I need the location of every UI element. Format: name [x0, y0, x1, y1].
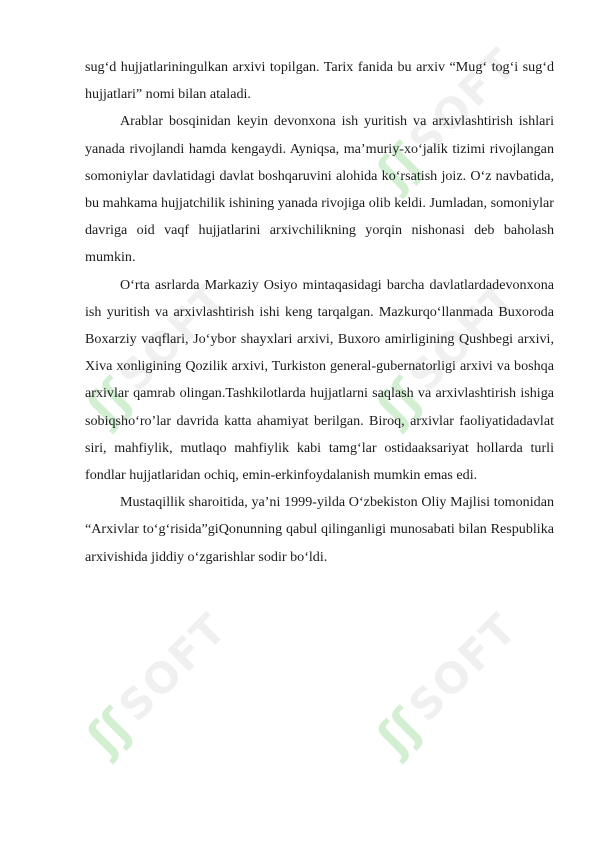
watermark-text: SOFT: [399, 603, 527, 731]
watermark-mark: ʃʃ: [366, 368, 432, 435]
watermark-text: SOFT: [399, 273, 527, 401]
watermark-logo: [366, 603, 527, 765]
watermark-mark: ʃʃ: [76, 698, 142, 765]
paragraph: O‘rta asrlarda Markaziy Osiyo mintaqasidagi barcha davlatlardadevonxona ish yuritish va arxivlashtirish ishi keng tarqalgan. Mazkurqo‘llanmada Buxoroda Boxarziy vaqflari, Jo‘ybor shayxlari arxivi, Buxoro amirligining Qushbegi arxivi, Xiva xonligining Qozilik arxivi, Turkiston general-gubernatorligi arxivi va boshqa arxivlar qamrab olingan.Tashkilotlarda hujjatlarni saqlash va arxivlashtirish ishiga sobiqsho‘ro’lar davrida katta ahamiyat berilgan. Biroq, arxivlar faoliyatidadavlat siri, mahfiylik, mutlaqo mahfiylik kabi tamg‘lar ostidaaksariyat hollarda turli fondlar hujjatlaridan ochiq, emin-erkinfoydalanish mumkin emas edi.: [85, 276, 554, 484]
paragraph: Arablar bosqinidan keyin devonxona ish yuritish va arxivlashtirish ishlari yanada rivojlandi hamda kengaydi. Ayniqsa, ma’muriy-xo‘jalik tizimi rivojlangan somoniylar davlatidagi davlat boshqaruvini alohida ko‘rsatish joiz. O‘z navbatida, bu mahkama hujjatchilik ishining yanada rivojiga olib keldi. Jumladan, somoniylar davriga oid vaqf hujjatlarini arxivchilikning yorqin nishonasi deb baholash mumkin.: [85, 113, 554, 266]
watermark-mark: ʃʃ: [366, 698, 432, 765]
watermark-mark: ʃʃ: [366, 133, 432, 200]
watermark-mark: ʃʃ: [76, 368, 142, 435]
paragraph: sug‘d hujjatlariningulkan arxivi topilgan. Tarix fanida bu arxiv “Mug‘ tog‘i sug‘d hujjatlari” nomi bilan ataladi.: [85, 59, 554, 103]
paragraph: Mustaqillik sharoitida, ya’ni 1999-yilda O‘zbekiston Oliy Majlisi tomonidan “Arxivlar to‘g‘risida”giQonunning qabul qilinganligi munosabati bilan Respublika arxivishida jiddiy o‘zgarishlar sodir bo‘ldi.: [85, 494, 554, 565]
watermark-logo: [76, 603, 237, 765]
watermark-text: SOFT: [109, 603, 237, 731]
body-text: [85, 54, 554, 571]
watermark-text: SOFT: [399, 38, 527, 166]
watermark-text: SOFT: [109, 273, 237, 401]
